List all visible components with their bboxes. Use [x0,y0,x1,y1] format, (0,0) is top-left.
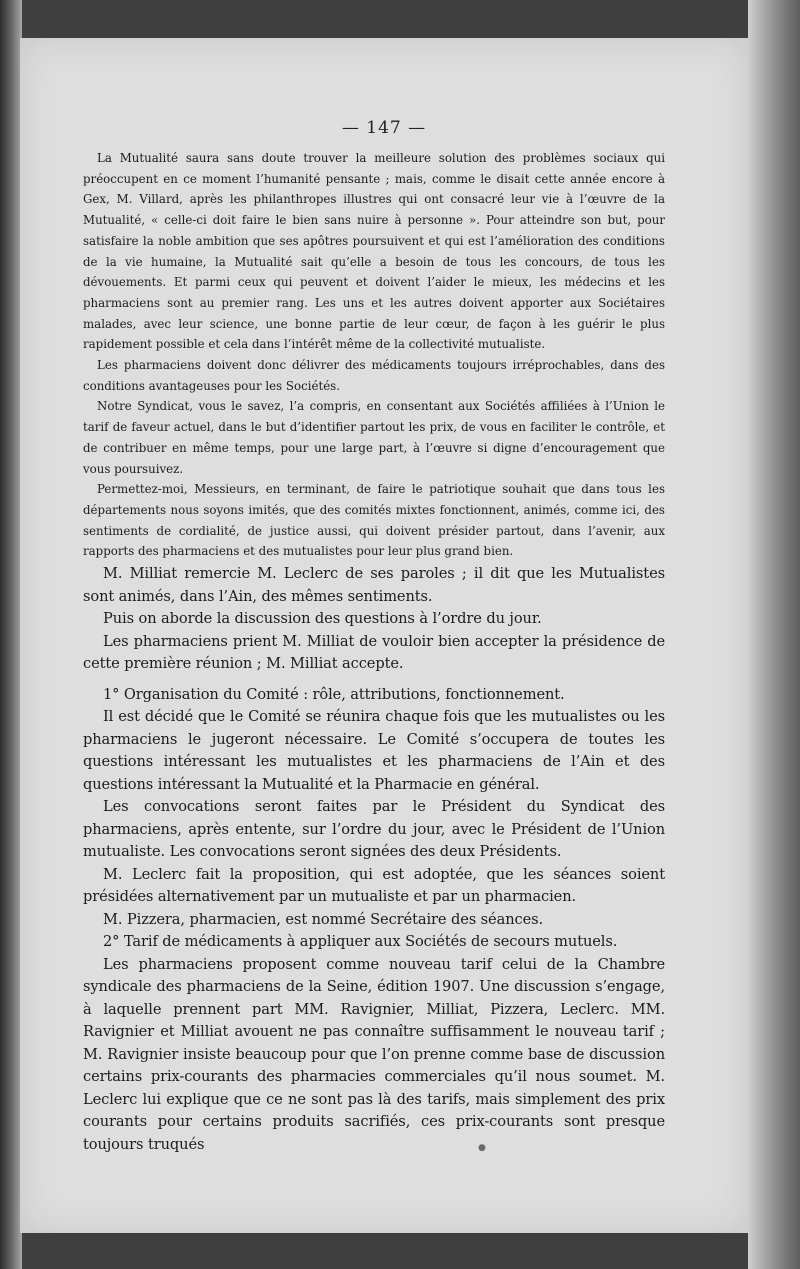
page-number: — 147 — [341,118,427,138]
minutes-paragraph: M. Milliat remercie M. Leclerc de ses paroles ; il dit que les Mutualistes sont animés, dans l’Ain, des mêmes sentiments. [83,565,665,605]
minutes-paragraph: M. Leclerc fait la proposition, qui est adoptée, que les séances soient présidées alternativement par un mutualiste et par un pharmacien. [83,865,665,906]
agenda-item-heading: 2° Tarif de médicaments à appliquer aux Sociétés de secours mutuels. [103,933,618,951]
book-page [20,38,748,1233]
minutes-paragraph: Les convocations seront faites par le Président du Syndicat des pharmaciens, après entente, sur l’ordre du jour, avec le Président de l’Union mutualiste. Les convocations seront signées des deux Présidents. [83,798,665,861]
page-body [83,148,665,1156]
agenda-item-heading: 1° Organisation du Comité : rôle, attributions, fonctionnement. [103,685,565,703]
letter-paragraph: Notre Syndicat, vous le savez, l’a compris, en consentant aux Sociétés affiliées à l’Union le tarif de faveur actuel, dans le but d’identifier partout les prix, de vous en faciliter le contrôle, et de contribuer en même temps, pour une large part, à l’œuvre si digne d’encouragement que vous poursuivez. [83,399,665,476]
letter-excerpt [83,148,665,562]
minutes-paragraph: M. Pizzera, pharmacien, est nommé Secrétaire des séances. [103,910,544,928]
minutes-paragraph: Les pharmaciens prient M. Milliat de vouloir bien accepter la présidence de cette première réunion ; M. Milliat accepte. [83,632,665,673]
meeting-minutes [83,563,665,1156]
scan-left-edge [0,0,22,1269]
minutes-paragraph: Les pharmaciens proposent comme nouveau tarif celui de la Chambre syndicale des pharmaciens de la Seine, édition 1907. Une discussion s’engage, à laquelle prennent part MM. Ravignier, Milliat, Pizzera, Leclerc. MM. Ravignier et Milliat avouent ne pas connaître suffisamment le nouveau tarif ; M. Ravignier insiste beaucoup pour que l’on prenne comme base de discussion certains prix-courants des pharmacies commerciales qu’il nous soumet. M. Leclerc lui explique que ce ne sont pas là des tarifs, mais simplement des prix courants pour certains produits sacrifiés, ces prix-courants sont presque toujours truqués [83,955,665,1153]
letter-paragraph: La Mutualité saura sans doute trouver la meilleure solution des problèmes sociaux qui préoccupent en ce moment l’humanité pensante ; mais, comme le disait cette année encore à Gex, M. Villard, après les philanthropes illustres qui ont consacré leur vie à l’œuvre de la Mutualité, « celle-ci doit faire le bien sans nuire à personne ». Pour atteindre son but, pour satisfaire la noble ambition que ses apôtres poursuivent et qui est l’amélioration des conditions de la vie humaine, la Mutualité sait qu’elle a besoin de tous les concours, de tous les dévouements. Et parmi ceux qui peuvent et doivent l’aider le mieux, les médecins et les pharmaciens sont au premier rang. Les uns et les autres doivent apporter aux Sociétaires malades, avec leur science, une bonne partie de leur cœur, de façon à les guérir le plus rapidement possible et cela dans l’intérêt même de la collectivité mutualiste. [83,151,665,352]
letter-paragraph: Permettez-moi, Messieurs, en terminant, de faire le patriotique souhait que dans tous les départements nous soyons imités, que des comités mixtes fonctionnent, animés, comme ici, des sentiments de cordialité, de justice aussi, qui doivent présider partout, dans l’avenir, aux rapports des pharmaciens et des mutualistes pour leur plus grand bien. [83,482,665,559]
letter-paragraph: Les pharmaciens doivent donc délivrer des médicaments toujours irréprochables, dans des conditions avantageuses pour les Sociétés. [83,358,665,393]
minutes-paragraph: Il est décidé que le Comité se réunira chaque fois que les mutualistes ou les pharmaciens le jugeront nécessaire. Le Comité s’occupera de toutes les questions intéressant les mutualistes et les pharmaciens de l’Ain et des questions intéressant la Mutualité et la Pharmacie en général. [83,708,665,793]
scan-right-edge [748,0,800,1269]
ink-speck: ● [478,1143,486,1153]
minutes-paragraph: Puis on aborde la discussion des questions à l’ordre du jour. [103,610,542,628]
